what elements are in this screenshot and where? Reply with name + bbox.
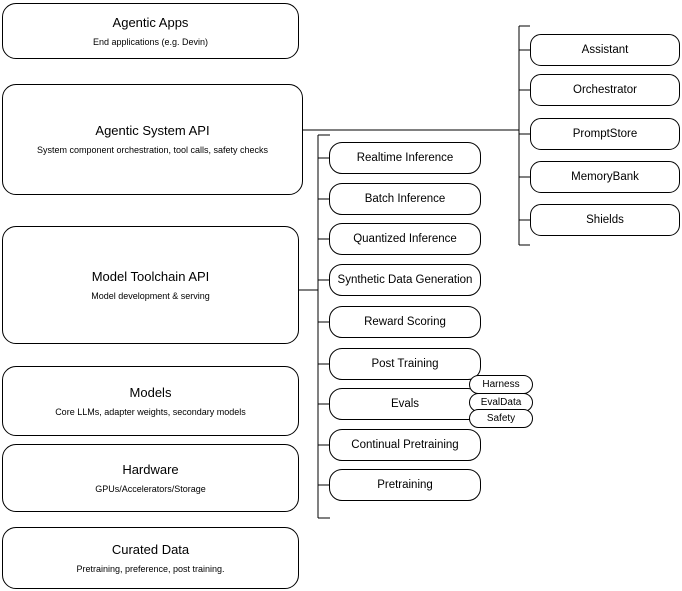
component-realtime-inference[interactable] — [329, 142, 481, 174]
component-orchestrator[interactable] — [530, 74, 680, 106]
layer-subtitle: Core LLMs, adapter weights, secondary models — [55, 406, 246, 417]
component-label: MemoryBank — [571, 171, 639, 183]
component-reward-scoring[interactable] — [329, 306, 481, 338]
layer-subtitle: Pretraining, preference, post training. — [76, 563, 225, 574]
component-label: Post Training — [371, 358, 439, 370]
layer-models[interactable] — [2, 366, 299, 436]
layer-subtitle: GPUs/Accelerators/Storage — [95, 483, 206, 494]
component-shields[interactable] — [530, 204, 680, 236]
component-evals-harness[interactable] — [469, 375, 533, 394]
layer-model-toolchain-api[interactable] — [2, 226, 299, 344]
component-label: Pretraining — [377, 479, 433, 491]
component-assistant[interactable] — [530, 34, 680, 66]
component-label: Reward Scoring — [364, 316, 446, 328]
component-label: Continual Pretraining — [351, 439, 459, 451]
component-label: EvalData — [480, 396, 522, 408]
layer-title: Hardware — [122, 461, 179, 477]
layer-curated-data[interactable] — [2, 527, 299, 589]
component-continual-pretraining[interactable] — [329, 429, 481, 461]
layer-title: Model Toolchain API — [91, 268, 210, 284]
component-synthetic-data-generation[interactable] — [329, 264, 481, 296]
layer-title: Agentic System API — [95, 123, 210, 138]
layer-agentic-apps[interactable] — [2, 3, 299, 59]
layer-subtitle: End applications (e.g. Devin) — [92, 36, 209, 47]
component-label: Shields — [586, 214, 624, 226]
component-label: Assistant — [581, 44, 629, 56]
component-post-training[interactable] — [329, 348, 481, 380]
component-label: Quantized Inference — [353, 233, 457, 245]
component-batch-inference[interactable] — [329, 183, 481, 215]
component-label: Batch Inference — [364, 193, 446, 205]
component-label: Orchestrator — [573, 84, 637, 96]
component-quantized-inference[interactable] — [329, 223, 481, 255]
component-memorybank[interactable] — [530, 161, 680, 193]
layer-agentic-system-api[interactable] — [2, 84, 303, 195]
layer-subtitle: Model development & serving — [91, 290, 210, 301]
component-evals-safety[interactable] — [469, 409, 533, 428]
component-promptstore[interactable] — [530, 118, 680, 150]
component-label: Evals — [390, 398, 420, 410]
component-label: Safety — [486, 412, 516, 424]
component-label: Synthetic Data Generation — [337, 274, 473, 286]
component-label: Realtime Inference — [356, 152, 454, 164]
component-label: Harness — [482, 378, 520, 390]
component-evals[interactable] — [329, 388, 481, 420]
layer-title: Agentic Apps — [112, 14, 189, 30]
layer-title: Models — [129, 384, 172, 400]
component-label: PromptStore — [572, 128, 638, 140]
layer-subtitle: System component orchestration, tool calls, safety checks — [36, 145, 269, 155]
component-pretraining[interactable] — [329, 469, 481, 501]
layer-title: Curated Data — [111, 541, 190, 557]
layer-hardware[interactable] — [2, 444, 299, 512]
